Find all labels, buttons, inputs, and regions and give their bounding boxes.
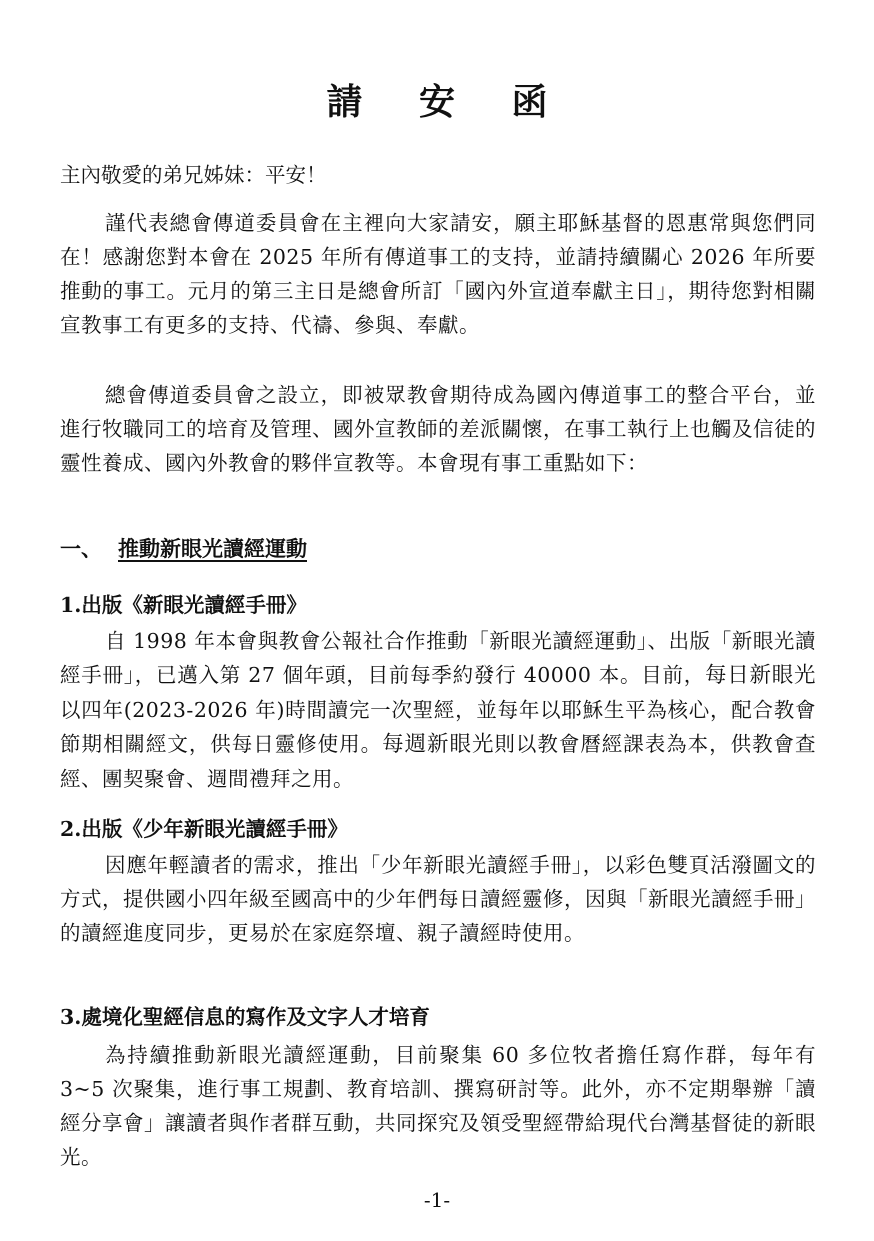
committee-paragraph: 總會傳道委員會之設立，即被眾教會期待成為國內傳道事工的整合平台，並進行牧職同工的培育及管理、國外宣教師的差派關懷，在事工執行上也觸及信徒的靈性養成、國內外教會的夥伴宣教等。本會現有事工重點如下： bbox=[60, 383, 816, 475]
item1-text-c: 則以教會曆經課表為本，供教會查經、團契聚會、週間禮拜之用。 bbox=[60, 732, 817, 791]
item1-emphasis-daily: 每日新眼光 bbox=[704, 663, 816, 688]
item-paragraph-2: 因應年輕讀者的需求，推出「少年新眼光讀經手冊」，以彩色雙頁活潑圖文的方式，提供國小四年級至國高中的少年們每日讀經靈修，因與「新眼光讀經手冊」的讀經進度同步，更易於在家庭祭壇、親子讀經時使用。 bbox=[60, 853, 816, 945]
intro-paragraph: 謹代表總會傳道委員會在主裡向大家請安，願主耶穌基督的恩惠常與您們同在！感謝您對本會在 2025 年所有傳道事工的支持，並請持續關心 2026 年所要推動的事工。元月的第三主日是總會所訂「國內外宣道奉獻主日」，期待您對相關宣教事工有更多的支持、代禱、參與、奉獻。 bbox=[60, 211, 816, 337]
page-title: 請 安 函 bbox=[326, 81, 570, 123]
greeting-line: 主內敬愛的弟兄姊妹：平安！ bbox=[60, 163, 327, 187]
section-heading bbox=[60, 532, 307, 566]
item-heading-3: 3.處境化聖經信息的寫作及文字人才培育 bbox=[60, 1005, 430, 1029]
section-number: 一、 bbox=[60, 537, 102, 561]
item-heading-2: 2.出版《少年新眼光讀經手冊》 bbox=[60, 817, 348, 841]
item-paragraph-3: 為持續推動新眼光讀經運動，目前聚集 60 多位牧者擔任寫作群，每年有 3~5 次聚集，進行事工規劃、教育培訓、撰寫研討等。此外，亦不定期舉辦「讀經分享會」讓讀者與作者群互動，共同探究及領受聖經帶給現代台灣基督徒的新眼光。 bbox=[60, 1043, 816, 1169]
item1-emphasis-weekly: 每週新眼光 bbox=[382, 732, 495, 757]
item1-text-a: 自 1998 年本會與教會公報社合作推動「新眼光讀經運動」、出版「新眼光讀經手冊」，已邁入第 27 個年頭，目前每季約發行 40000 本。目前， bbox=[60, 629, 816, 687]
item1-text-b: 以四年(2023-2026 年)時間讀完一次聖經，並每年以耶穌生平為核心，配合教會節期相關經文，供每日靈修使用。 bbox=[60, 698, 816, 756]
item-paragraph-1 bbox=[60, 624, 816, 796]
page-number: -1- bbox=[423, 1188, 451, 1212]
item-heading-1: 1.出版《新眼光讀經手冊》 bbox=[60, 593, 307, 617]
section-title: 推動新眼光讀經運動 bbox=[118, 537, 307, 561]
